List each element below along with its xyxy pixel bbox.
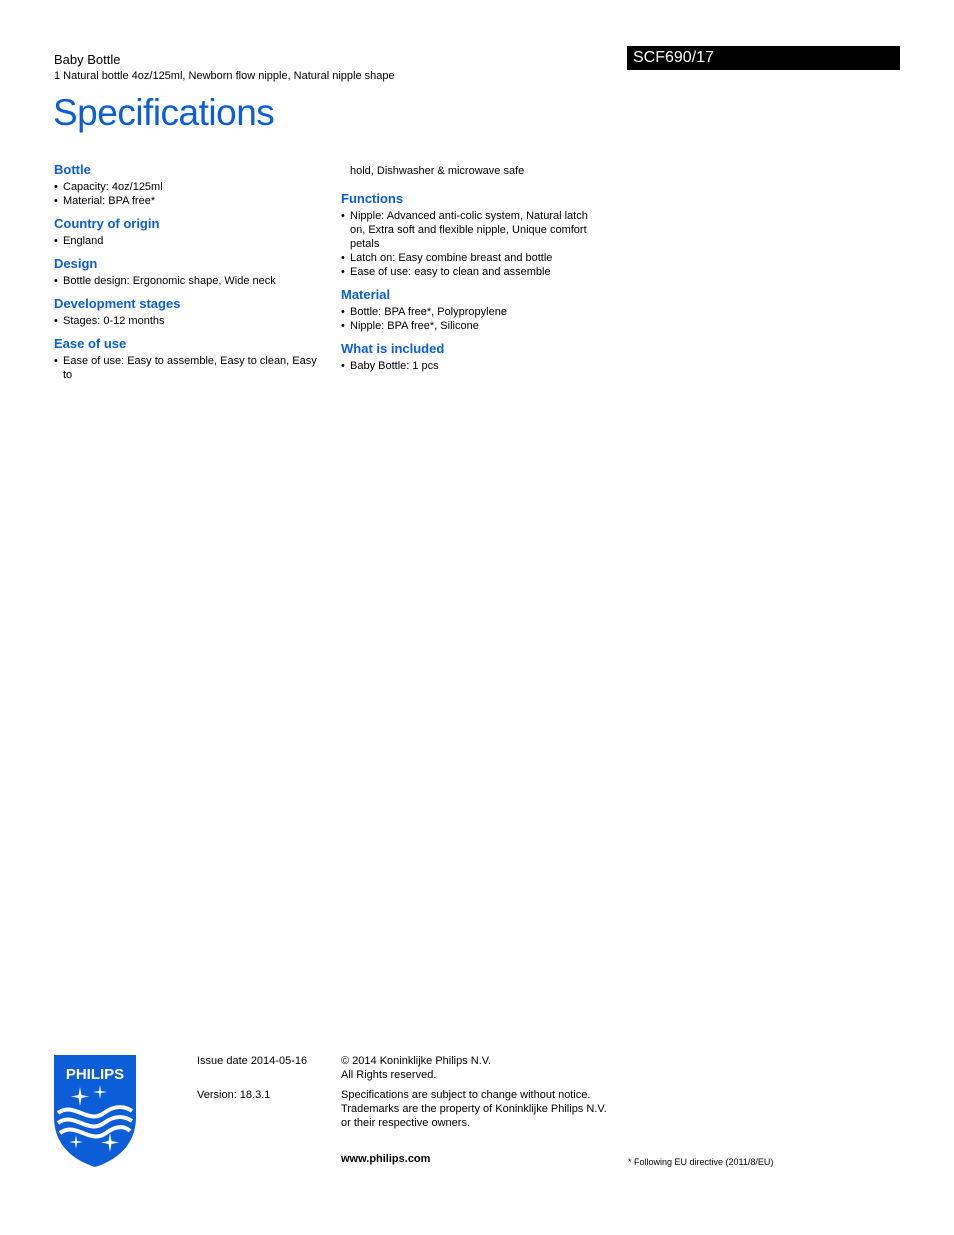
spec-item: • Stages: 0-12 months [54, 314, 326, 328]
spec-column-left [54, 162, 326, 390]
section-title: Development stages [54, 296, 181, 311]
product-name: Baby Bottle [54, 52, 121, 67]
section-title: Functions [341, 191, 404, 206]
spec-item: • Capacity: 4oz/125ml [54, 180, 326, 194]
model-badge: SCF690/17 [627, 46, 900, 70]
section-title: Material [341, 287, 391, 302]
spec-section-ease [54, 336, 326, 382]
product-subtitle: 1 Natural bottle 4oz/125ml, Newborn flow nipple, Natural nipple shape [54, 70, 395, 82]
version: Version: 18.3.1 [197, 1089, 271, 1101]
spec-item: • Baby Bottle: 1 pcs [341, 359, 606, 373]
section-title: Country of origin [54, 216, 160, 231]
website-link[interactable]: www.philips.com [341, 1153, 431, 1165]
spec-item: • Material: BPA free* [54, 194, 326, 208]
spec-section-included [341, 341, 606, 373]
philips-shield-logo [54, 1055, 136, 1167]
spec-section-bottle [54, 162, 326, 208]
issue-date: Issue date 2014-05-16 [197, 1055, 308, 1067]
spec-item: • Ease of use: Easy to assemble, Easy to clean, Easy to [54, 354, 326, 382]
spec-section-functions [341, 191, 606, 279]
logo-wordmark: PHILIPS [65, 1066, 125, 1083]
section-title: What is included [341, 341, 445, 356]
section-title: Ease of use [54, 336, 127, 351]
continued-text: hold, Dishwasher & microwave safe [350, 165, 525, 177]
spec-column-right [341, 164, 606, 381]
spec-item: • Nipple: Advanced anti-colic system, Natural latch on, Extra soft and flexible nipple, Unique comfort petals [341, 209, 606, 251]
spec-section-design [54, 256, 326, 288]
spec-item: • Bottle: BPA free*, Polypropylene [341, 305, 606, 319]
footnote: * Following EU directive (2011/8/EU) [628, 1157, 774, 1167]
spec-item: • Ease of use: easy to clean and assemble [341, 265, 606, 279]
spec-item: • Bottle design: Ergonomic shape, Wide neck [54, 274, 326, 288]
spec-section-material [341, 287, 606, 333]
spec-item: • Nipple: BPA free*, Silicone [341, 319, 606, 333]
section-title: Bottle [54, 162, 91, 177]
section-title: Design [54, 256, 98, 271]
spec-item: • Latch on: Easy combine breast and bottle [341, 251, 606, 265]
spec-section-development [54, 296, 326, 328]
spec-item: • England [54, 234, 326, 248]
copyright [341, 1054, 611, 1082]
spec-section-country [54, 216, 326, 248]
rights-line: All Rights reserved. [341, 1069, 437, 1081]
copyright-line: © 2014 Koninklijke Philips N.V. [341, 1055, 492, 1067]
disclaimer: Specifications are subject to change without notice. Trademarks are the property of Koninklijke Philips N.V. or their respective owners. [341, 1089, 607, 1129]
page-title: Specifications [53, 92, 275, 133]
